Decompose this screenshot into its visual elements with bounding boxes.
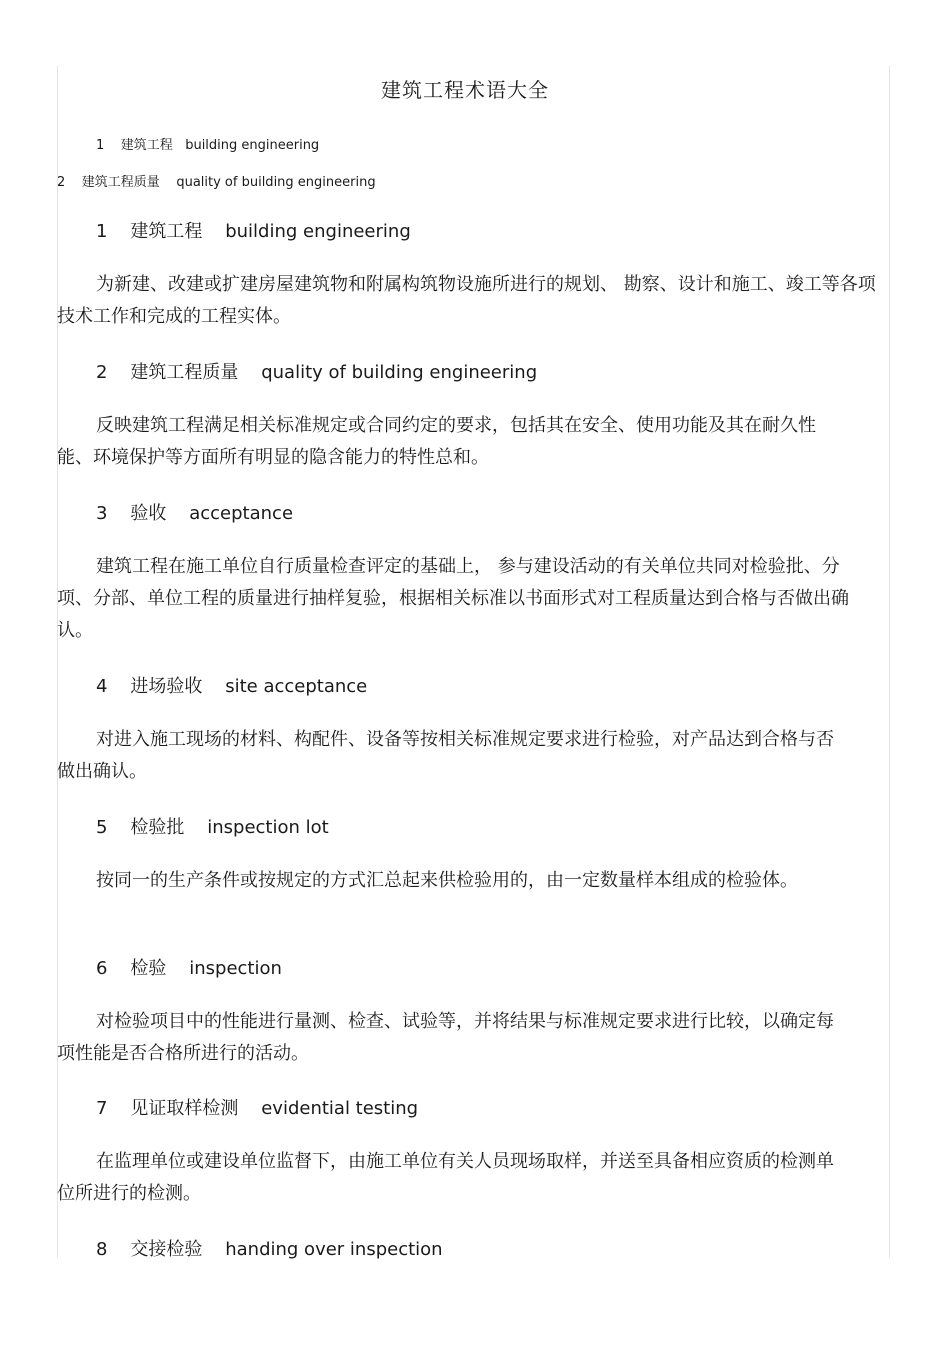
- term-definition: 为新建、改建或扩建房屋建筑物和附属构筑物设施所进行的规划、 勘察、设计和施工、竣工等各项技术工作和完成的工程实体。: [57, 274, 876, 327]
- term-heading: 8 交接检验 handing over inspection: [96, 1239, 443, 1260]
- toc-entry-2: 2 建筑工程质量 quality of building engineering: [57, 175, 376, 190]
- term-heading: 5 检验批 inspection lot: [96, 817, 329, 838]
- term-definition: 建筑工程在施工单位自行质量检查评定的基础上， 参与建设活动的有关单位共同对检验批、分项、分部、单位工程的质量进行抽样复验，根据相关标准以书面形式对工程质量达到合格与否做出确认。: [57, 556, 849, 641]
- term-heading: 2 建筑工程质量 quality of building engineering: [96, 362, 538, 383]
- term-heading: 7 见证取样检测 evidential testing: [96, 1098, 419, 1119]
- document-title: 建筑工程术语大全: [381, 78, 549, 102]
- term-definition: 对进入施工现场的材料、构配件、设备等按相关标准规定要求进行检验，对产品达到合格与否做出确认。: [57, 729, 834, 782]
- toc-entry-1: 1 建筑工程 building engineering: [96, 138, 320, 153]
- term-definition: 对检验项目中的性能进行量测、检查、试验等，并将结果与标准规定要求进行比较，以确定每项性能是否合格所进行的活动。: [57, 1011, 834, 1064]
- term-heading: 6 检验 inspection: [96, 958, 282, 979]
- page-right-border: [889, 66, 890, 1258]
- term-definition: 在监理单位或建设单位监督下，由施工单位有关人员现场取样，并送至具备相应资质的检测单位所进行的检测。: [57, 1151, 834, 1204]
- term-heading: 1 建筑工程 building engineering: [96, 221, 411, 242]
- term-heading: 4 进场验收 site acceptance: [96, 676, 368, 697]
- term-definition: 按同一的生产条件或按规定的方式汇总起来供检验用的，由一定数量样本组成的检验体。: [96, 870, 798, 891]
- term-definition: 反映建筑工程满足相关标准规定或合同约定的要求，包括其在安全、使用功能及其在耐久性能、环境保护等方面所有明显的隐含能力的特性总和。: [57, 415, 816, 468]
- page-left-border: [57, 66, 58, 1258]
- term-heading: 3 验收 acceptance: [96, 503, 294, 524]
